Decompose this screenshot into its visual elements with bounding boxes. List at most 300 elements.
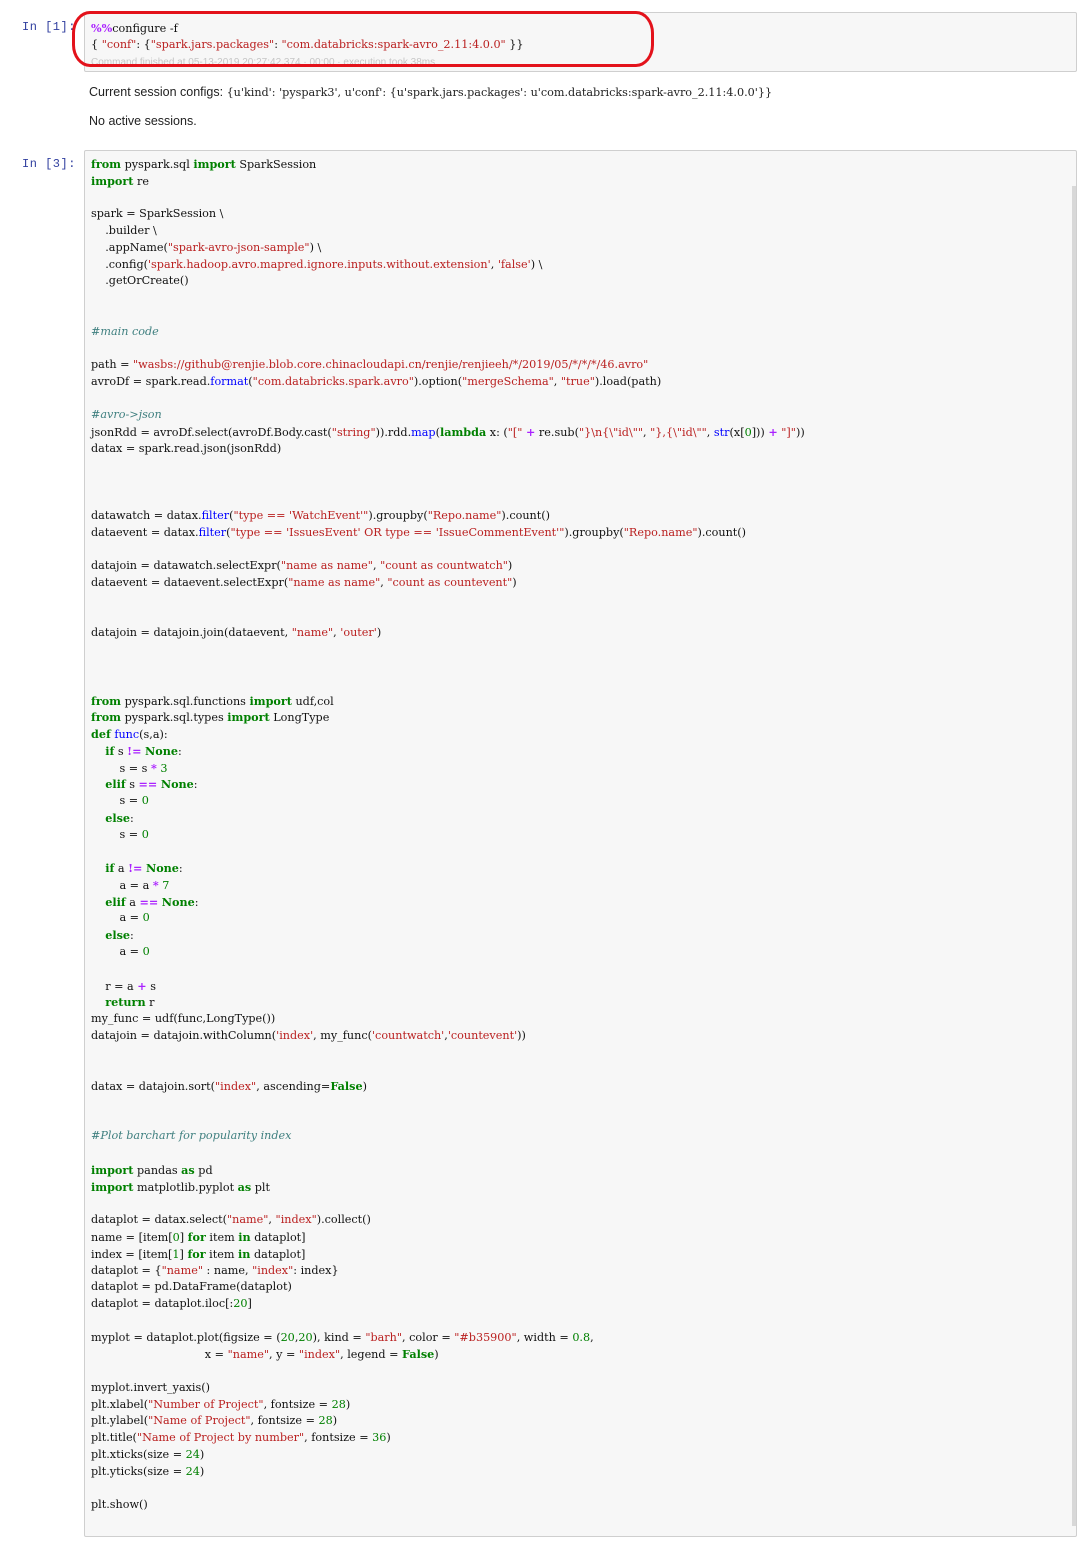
code-token: "com.databricks.spark.avro": [252, 374, 414, 388]
code-line: [91, 910, 805, 927]
code-token: 'countevent': [447, 1028, 518, 1042]
code-token: !=: [128, 861, 143, 876]
code-token: "index": [298, 1348, 341, 1362]
code-line: [91, 1112, 805, 1129]
code-token: name = [item[: [91, 1231, 173, 1244]
code-line: [91, 1246, 805, 1263]
code-token: 'spark.hadoop.avro.mapred.ignore.inputs.without.extension': [147, 257, 491, 271]
code-token: index = [item[: [91, 1247, 173, 1261]
code-token: 0: [141, 794, 149, 808]
code-token: ) \: [530, 257, 543, 271]
code-line: [91, 357, 805, 374]
notebook-cell-1[interactable]: [0, 0, 1080, 140]
code-token: )).rdd.: [375, 426, 412, 440]
code-token: dataplot = dataplot.iloc[:: [91, 1297, 234, 1311]
code-token: #main code: [91, 324, 159, 338]
code-token: in: [238, 1230, 251, 1244]
code-token: as: [181, 1162, 195, 1177]
code-token: "[": [507, 426, 523, 440]
code-token: ): [386, 1431, 391, 1445]
cell-prompt: In [3]:: [22, 157, 76, 171]
code-line: [91, 1162, 805, 1179]
code-token: "spark.jars.packages": [150, 37, 275, 51]
code-token: None: [145, 861, 179, 876]
code-token: 0: [142, 911, 150, 925]
code-token: "},{\"id\"": [650, 426, 707, 440]
code-token: 0: [142, 944, 150, 958]
code-line: [91, 625, 805, 642]
code-token: dataplot = {: [91, 1263, 162, 1277]
code-token: , fontsize =: [304, 1431, 373, 1445]
code-line: [91, 491, 805, 508]
code-token: pyspark.sql: [121, 158, 194, 171]
code-token: ): [199, 1447, 205, 1461]
code-token: 36: [372, 1431, 387, 1445]
code-token: s: [146, 979, 156, 993]
code-line: [91, 542, 805, 559]
code-line: [91, 391, 805, 408]
code-line: [91, 1313, 805, 1330]
code-token: a: [114, 862, 129, 876]
code-token: datajoin = datajoin.join(dataevent,: [91, 626, 292, 640]
code-token: filter: [201, 509, 230, 523]
code-line: [91, 458, 805, 475]
code-token: (: [248, 374, 253, 388]
code-token: "wasbs://github@renjie.blob.core.chinacloudapi.cn/renjie/renjieeh/*/2019/05/*/*/*/46.avro": [133, 358, 649, 372]
code-token: from: [91, 710, 122, 725]
code-line: [91, 743, 805, 760]
code-token: import: [227, 710, 270, 725]
code-token: +: [137, 978, 147, 993]
code-token: 'index': [276, 1028, 314, 1042]
code-line: [91, 307, 805, 324]
code-token: *: [150, 760, 157, 775]
code-token: , fontsize =: [250, 1414, 319, 1428]
code-token: +: [768, 425, 778, 440]
code-token: dataplot = datax.select(: [91, 1213, 228, 1227]
cell-input-editor[interactable]: [84, 150, 1077, 1537]
code-line: [91, 1179, 805, 1196]
code-token: +: [526, 425, 536, 440]
code-line: [91, 1028, 805, 1045]
code-line: [91, 592, 805, 609]
code-token: from: [91, 693, 122, 708]
code-token: 'countwatch': [371, 1028, 445, 1042]
code-line: [91, 1128, 805, 1145]
code-token: pyspark.sql.types: [121, 711, 228, 725]
code-token: ).groupby(: [368, 509, 428, 523]
code-line: [91, 1480, 805, 1497]
cell-prompt: In [1]:: [22, 20, 76, 34]
code-line: [91, 726, 805, 743]
code-line: [91, 1296, 805, 1313]
code-token: func: [114, 728, 140, 742]
code-token: ), kind =: [312, 1330, 366, 1344]
code-line: [91, 206, 805, 223]
code-token: ,: [333, 626, 341, 640]
code-token: ,: [590, 1330, 594, 1344]
code-token: :: [130, 811, 134, 825]
code-token: filter: [198, 525, 227, 539]
code-token: )): [795, 426, 805, 440]
code-token: s: [114, 744, 128, 758]
code-token: import: [91, 1162, 134, 1177]
code-token: :: [274, 37, 282, 51]
code-line: [91, 1413, 805, 1430]
code-line: [91, 441, 805, 458]
code-token: plt.ylabel(: [91, 1414, 149, 1428]
code-token: 0: [172, 1231, 180, 1244]
code-token: pd: [194, 1163, 213, 1177]
code-token: : {: [136, 37, 151, 51]
code-token: for: [187, 1246, 206, 1261]
code-token: [91, 896, 105, 909]
code-token: , fontsize =: [263, 1397, 332, 1411]
code-token: "name as name": [288, 576, 381, 590]
code-token: ).option(: [413, 374, 463, 388]
code-token: ): [362, 1080, 367, 1094]
code-token: :: [194, 895, 199, 909]
code-line: [91, 978, 805, 995]
code-token: "type == 'IssuesEvent' OR type == 'IssueCommentEvent'": [230, 525, 565, 539]
code-token: import: [249, 693, 292, 708]
code-line: [91, 290, 805, 307]
code-line: [91, 1045, 805, 1062]
code-token: else: [105, 928, 131, 943]
code-token: "}\n{\"id\"": [578, 426, 644, 440]
code-token: a = a: [91, 878, 153, 892]
code-token: :: [177, 744, 182, 758]
code-token: .appName(: [91, 240, 168, 254]
code-token: udf,col: [291, 694, 334, 708]
code-token: [91, 812, 105, 825]
code-token: my_func = udf(func,LongType()): [91, 1012, 276, 1026]
code-token: from: [91, 157, 122, 171]
code-token: 0: [141, 827, 149, 841]
code-token: "mergeSchema": [462, 374, 554, 388]
code-token: , my_func(: [313, 1028, 372, 1042]
code-token: [91, 778, 105, 791]
code-line: [91, 273, 805, 290]
code-token: 0.8: [572, 1330, 591, 1344]
code-line: [91, 860, 805, 877]
code-token: myplot.invert_yaxis(): [91, 1380, 210, 1394]
code-token: myplot = dataplot.plot(figsize = (: [91, 1330, 281, 1344]
code-token: "string": [331, 426, 376, 440]
code-token: in: [238, 1246, 251, 1261]
code-token: matplotlib.pyplot: [133, 1180, 238, 1194]
code-token: "true": [560, 374, 595, 388]
execution-status: Command finished at 05-13-2019 20:27:42.374 · 00:00 · execution took 38ms: [91, 57, 436, 68]
code-token: False: [402, 1347, 435, 1362]
code-token: dataplot = pd.DataFrame(dataplot): [91, 1280, 292, 1294]
output-configs-value: {u'kind': 'pyspark3', u'conf': {u'spark.jars.packages': u'com.databricks:spark-avro_2.11:4.0.0'}}: [226, 86, 773, 99]
code-token: (x[: [729, 426, 745, 440]
output-configs-label: Current session configs:: [89, 85, 227, 99]
code-token: 20: [280, 1330, 295, 1344]
code-token: datax = datajoin.sort(: [91, 1080, 216, 1094]
code-token: (s,a):: [139, 728, 168, 742]
code-token: plt.xlabel(: [91, 1397, 149, 1411]
code-line: [91, 1330, 805, 1347]
code-line: [91, 709, 805, 726]
code-token: ).groupby(: [564, 525, 624, 539]
code-token: plt: [251, 1180, 270, 1194]
code-token: "]": [781, 426, 796, 440]
code-line: [91, 407, 805, 424]
code-token: path =: [91, 358, 134, 372]
code-token: "#b35900": [454, 1330, 517, 1344]
code-token: plt.title(: [91, 1431, 137, 1445]
cell-output-configs: [89, 85, 772, 99]
code-token: avroDf = spark.read.: [91, 374, 211, 388]
code-line: [91, 659, 805, 676]
code-token: "name as name": [280, 559, 373, 573]
code-token: , width =: [516, 1330, 573, 1344]
code-token: %%: [91, 21, 113, 35]
code-token: ,: [380, 576, 388, 590]
code-token: datax = spark.read.json(jsonRdd): [91, 442, 282, 456]
code-token: "conf": [101, 37, 137, 51]
code-line: [91, 676, 805, 693]
code-token: if: [105, 743, 115, 758]
code-token: 28: [331, 1397, 346, 1411]
code-token: ) \: [309, 240, 322, 254]
code-token: re: [133, 174, 149, 188]
code-line: [91, 1195, 805, 1212]
code-token: :: [193, 778, 198, 792]
code-token: }}: [505, 37, 524, 51]
code-line: [91, 190, 805, 207]
code-token: "barh": [365, 1330, 402, 1344]
code-line: [91, 827, 805, 844]
code-token: import: [91, 1179, 134, 1194]
code-line: [91, 508, 805, 525]
code-token: "count as countwatch": [380, 559, 508, 573]
code-line: [91, 1095, 805, 1112]
code-token: ).collect(): [316, 1213, 371, 1227]
code-token: "index": [215, 1080, 257, 1094]
code-token: s =: [91, 827, 142, 841]
code-token: s = s: [91, 761, 151, 775]
code-token: pyspark.sql.functions: [121, 694, 250, 708]
code-token: "name": [161, 1263, 203, 1277]
code-token: 20: [233, 1297, 248, 1311]
code-token: if: [105, 861, 115, 876]
code-token: :: [130, 929, 134, 943]
code-token: import: [193, 157, 236, 171]
code-line: [91, 156, 805, 173]
code-token: "Number of Project": [148, 1397, 264, 1411]
code-token: ]: [247, 1297, 252, 1311]
code-token: [91, 929, 105, 942]
code-token: .getOrCreate(): [91, 274, 189, 288]
code-token: 0: [744, 426, 752, 440]
code-token: SparkSession: [235, 158, 317, 171]
code-token: : index}: [293, 1263, 339, 1277]
code-line: [91, 173, 805, 190]
code-token: , color =: [402, 1330, 455, 1344]
code-line: [91, 1011, 805, 1028]
code-line: [91, 944, 805, 961]
code-token: datajoin = datajoin.withColumn(: [91, 1028, 277, 1042]
code-line: [91, 927, 805, 944]
code-token: elif: [105, 894, 126, 909]
code-token: (: [435, 426, 440, 440]
code-token: (: [229, 509, 234, 523]
code-token: dataplot]: [250, 1247, 306, 1261]
code-token: jsonRdd = avroDf.select(avroDf.Body.cast(: [91, 426, 332, 440]
code-token: , ascending=: [256, 1080, 331, 1094]
code-line: [91, 575, 805, 592]
code-token: ): [434, 1348, 439, 1362]
code-token: :: [178, 862, 183, 876]
code-token: ,: [294, 1330, 299, 1344]
code-line: [91, 1346, 805, 1363]
code-token: s =: [91, 794, 142, 808]
code-line: [91, 240, 805, 257]
code-line: [91, 558, 805, 575]
code-line: [91, 843, 805, 860]
code-token: ])): [751, 426, 769, 440]
code-token: : name,: [202, 1263, 253, 1277]
code-line: [91, 525, 805, 542]
code-token: ==: [139, 894, 159, 909]
code-token: , legend =: [340, 1348, 403, 1362]
code-token: "name": [227, 1348, 269, 1362]
code-line: [91, 1464, 805, 1481]
code-line: [91, 475, 805, 492]
code-line: [91, 877, 805, 894]
code-token: 'false': [497, 257, 531, 271]
code-token: dataevent = datax.: [91, 525, 199, 539]
code-line: [91, 793, 805, 810]
code-token: item: [205, 1231, 239, 1244]
code-token: "index": [275, 1213, 317, 1227]
code-token: "Repo.name": [427, 509, 502, 523]
code-token: s: [125, 778, 139, 792]
code-line: [91, 223, 805, 240]
code-token: ): [199, 1464, 205, 1478]
code-token: "Repo.name": [623, 525, 698, 539]
code-line: [91, 693, 805, 710]
code-token: None: [160, 777, 194, 792]
code-line: [91, 642, 805, 659]
code-token: )): [517, 1028, 526, 1042]
annotation-highlight-ellipse: [72, 11, 654, 67]
code-token: return: [105, 995, 146, 1010]
code-token: x =: [91, 1348, 228, 1362]
code-line: [91, 340, 805, 357]
code-token: ,: [372, 559, 381, 573]
code-token: for: [187, 1230, 206, 1244]
code-token: ,: [444, 1028, 448, 1042]
code-token: "Name of Project by number": [136, 1431, 305, 1445]
code-line: [91, 609, 805, 626]
code-token: spark = SparkSession \: [91, 207, 224, 221]
code-token: (: [226, 525, 231, 539]
code-line: [91, 1212, 805, 1229]
code-token: datawatch = datax.: [91, 509, 202, 523]
code-line: [91, 1078, 805, 1095]
code-token: #Plot barchart for popularity index: [91, 1129, 292, 1143]
code-line: [91, 961, 805, 978]
code-token: !=: [127, 743, 142, 758]
code-token: , y =: [269, 1348, 299, 1362]
code-line: [91, 894, 805, 911]
code-token: ): [332, 1414, 338, 1428]
code-token: "com.databricks:spark-avro_2.11:4.0.0": [281, 37, 506, 51]
code-token: *: [152, 877, 159, 892]
code-token: map: [411, 426, 436, 440]
editor-scrollbar[interactable]: [1072, 186, 1076, 1526]
code-token: ).count(): [697, 525, 747, 539]
code-token: 1: [172, 1247, 180, 1261]
code-line: [91, 1263, 805, 1280]
code-token: "name": [291, 626, 334, 640]
code-line: [91, 1229, 805, 1246]
code-token: item: [205, 1247, 239, 1261]
code-token: plt.show(): [91, 1498, 148, 1512]
code-token: "spark-avro-json-sample": [167, 240, 310, 254]
code-token: ]: [179, 1231, 188, 1244]
code-token: "type == 'WatchEvent'": [233, 509, 369, 523]
code-token: datajoin = datawatch.selectExpr(: [91, 559, 281, 573]
code-token: None: [161, 894, 195, 909]
code-token: ): [376, 626, 382, 640]
code-token: ,: [706, 426, 714, 440]
code-token: 'outer': [340, 626, 377, 640]
code-token: lambda: [439, 425, 487, 440]
code-token: ): [512, 576, 517, 590]
code-token: ): [507, 559, 513, 573]
code-block[interactable]: [91, 156, 805, 1514]
code-token: as: [237, 1179, 252, 1194]
code-line: [91, 1061, 805, 1078]
code-line: [91, 1363, 805, 1380]
code-line: [91, 1430, 805, 1447]
code-token: 24: [185, 1447, 200, 1461]
code-token: .config(: [91, 257, 148, 271]
code-token: "Name of Project": [148, 1414, 251, 1428]
notebook-cell-3[interactable]: [0, 148, 1080, 1543]
code-line: [91, 374, 805, 391]
code-token: "index": [252, 1263, 294, 1277]
code-token: "name": [227, 1213, 269, 1227]
code-token: ,: [268, 1213, 276, 1227]
code-line: [91, 1145, 805, 1162]
code-token: 7: [162, 878, 170, 892]
code-token: ==: [138, 777, 158, 792]
code-token: 3: [160, 761, 168, 775]
code-token: elif: [105, 777, 126, 792]
code-token: str: [713, 426, 730, 440]
code-token: def: [91, 727, 111, 742]
code-line: [91, 324, 805, 341]
code-line: [91, 257, 805, 274]
code-token: 24: [185, 1464, 200, 1478]
code-line: [91, 776, 805, 793]
code-line: [91, 1447, 805, 1464]
code-token: ).count(): [501, 509, 550, 523]
code-line: [91, 1380, 805, 1397]
code-token: False: [330, 1079, 363, 1094]
code-token: #avro->json: [91, 408, 162, 422]
code-line: [91, 1497, 805, 1514]
code-token: x: (: [486, 426, 508, 440]
code-token: 20: [298, 1330, 313, 1344]
code-token: 28: [318, 1414, 333, 1428]
